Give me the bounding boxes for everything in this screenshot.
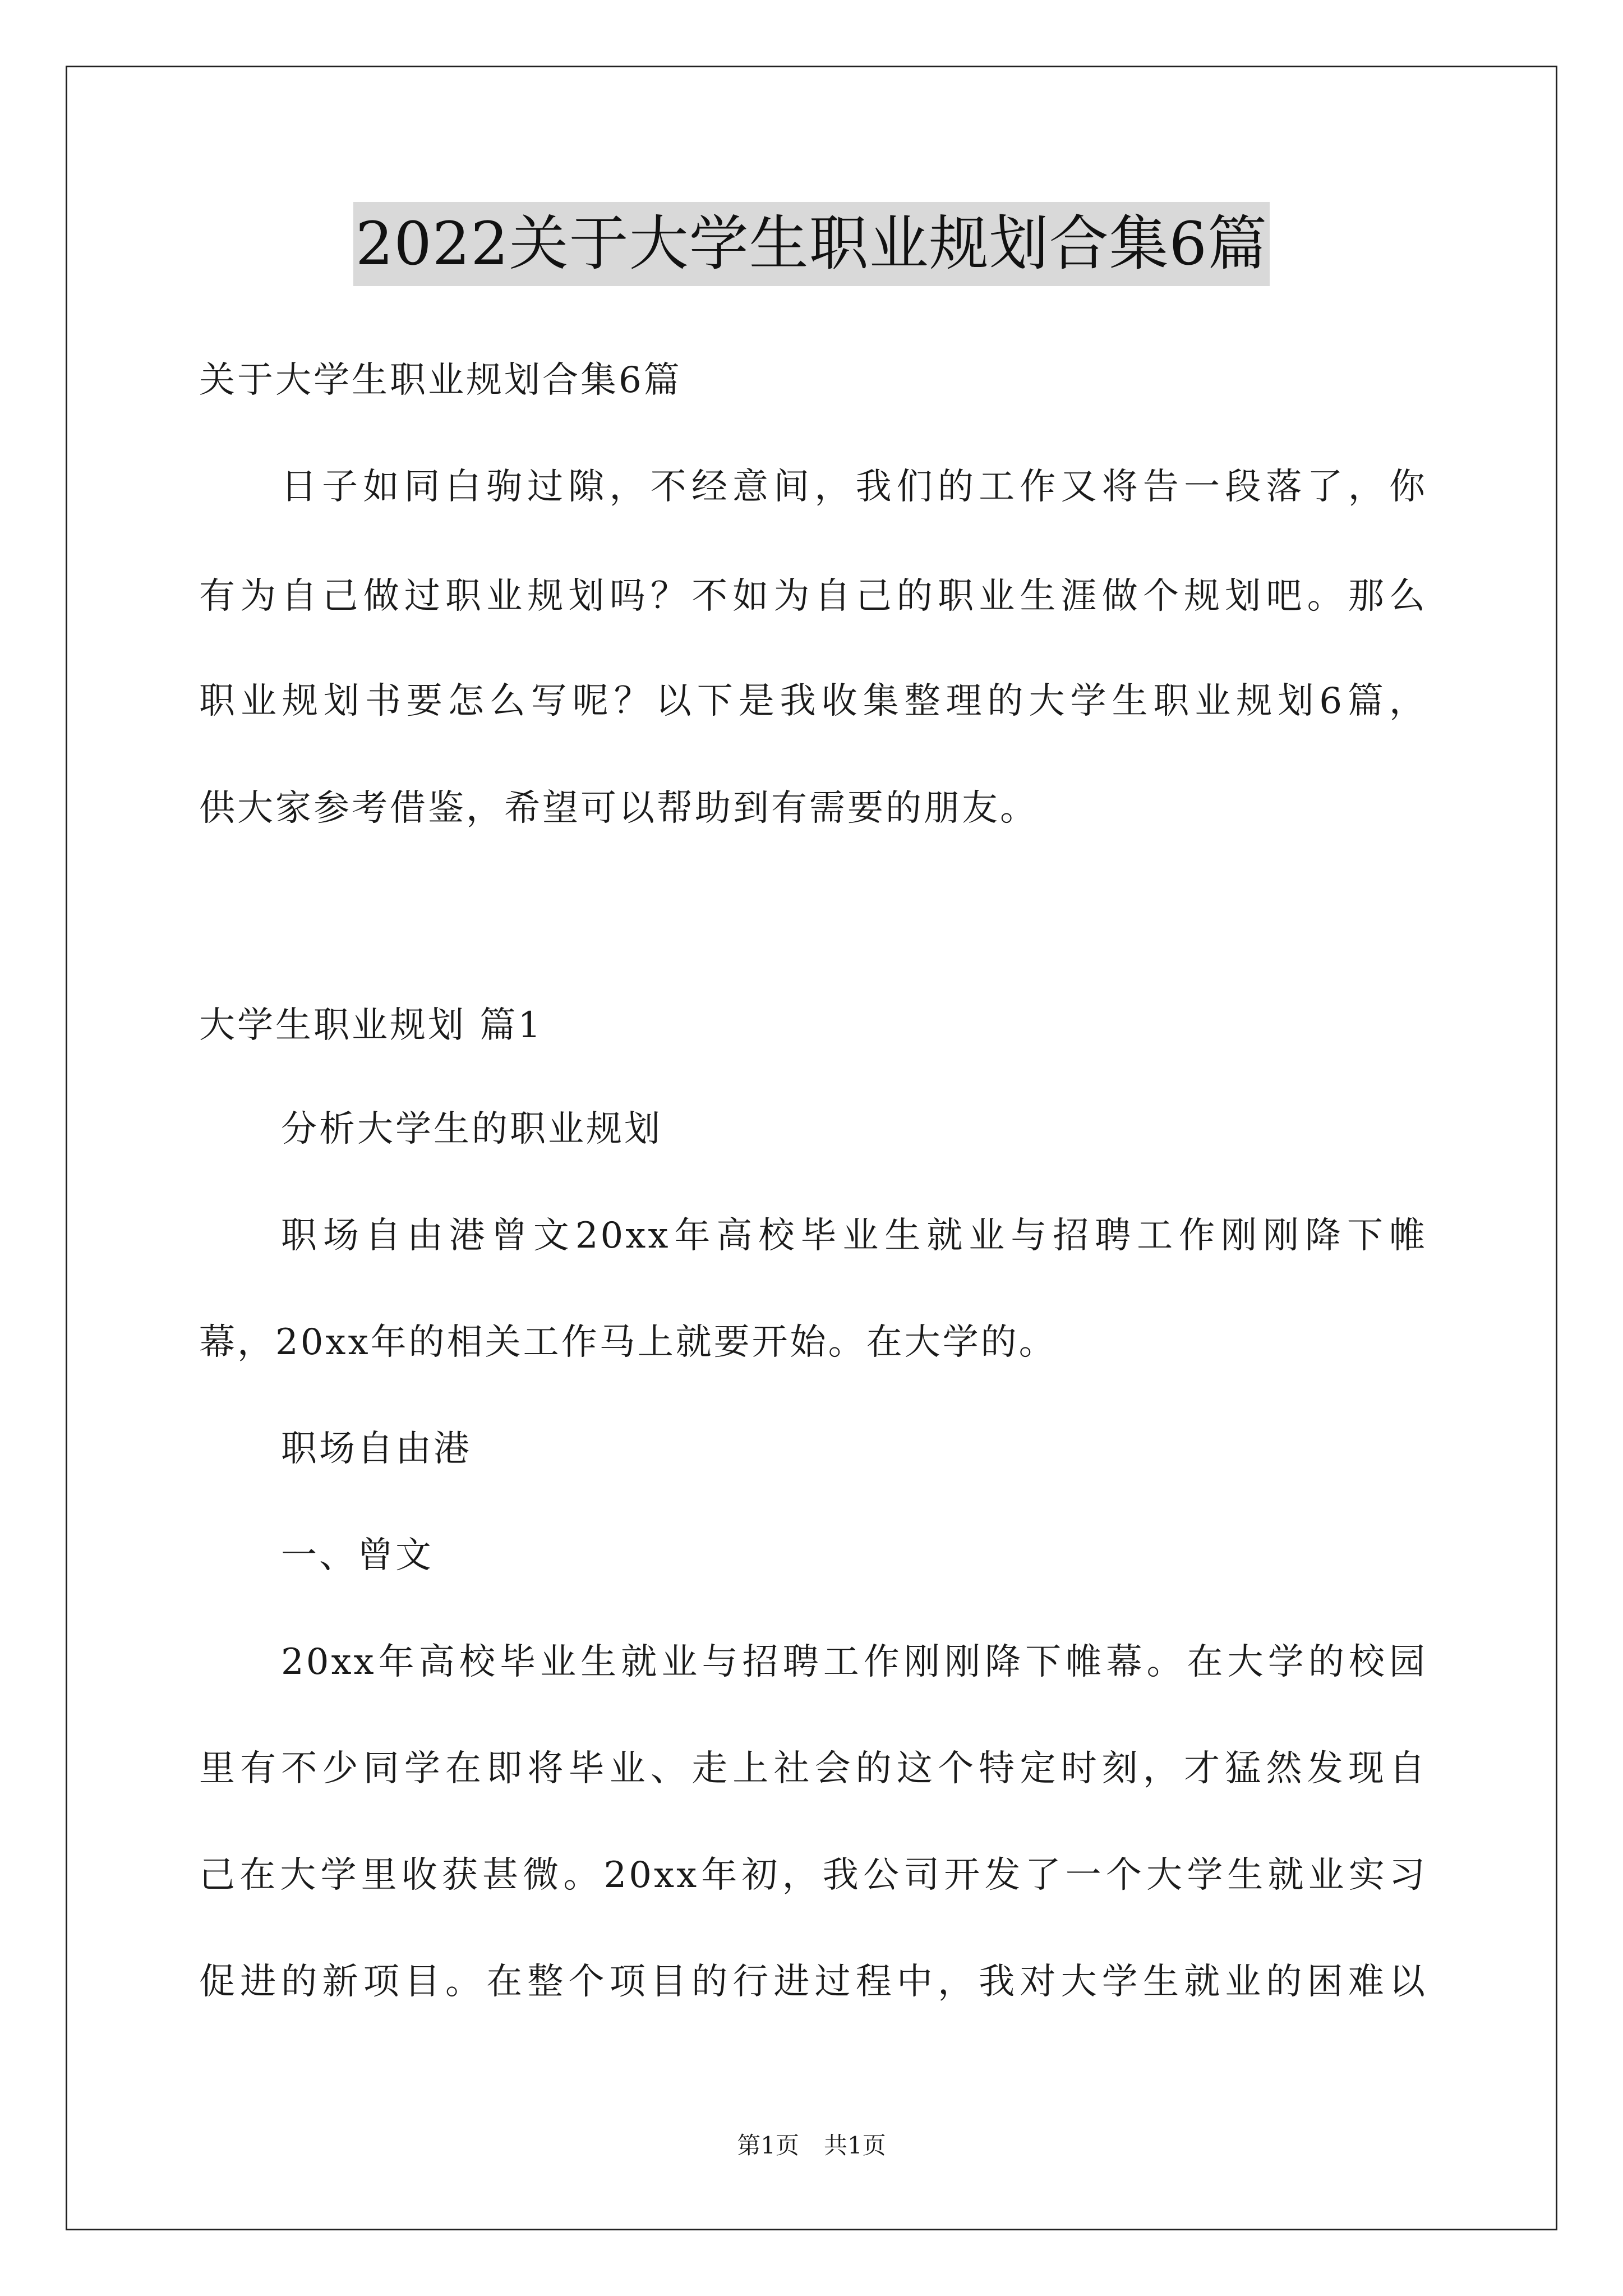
para1-line-1: 职场自由港曾文20xx年高校毕业生就业与招聘工作刚刚降下帷: [281, 1215, 1427, 1257]
intro-line-3: 职业规划书要怎么写呢？以下是我收集整理的大学生职业规划6篇，: [199, 680, 1427, 722]
source-line: 职场自由港: [281, 1428, 472, 1470]
page-number-current: 第1页: [737, 2132, 799, 2159]
section-subheading: 分析大学生的职业规划: [281, 1108, 662, 1150]
page-footer: [0, 2129, 1623, 2162]
para2-line-1: 20xx年高校毕业生就业与招聘工作刚刚降下帷幕。在大学的校园: [281, 1641, 1427, 1683]
para2-line-4: 促进的新项目。在整个项目的行进过程中，我对大学生就业的困难以: [199, 1961, 1427, 2003]
para2-line-2: 里有不少同学在即将毕业、走上社会的这个特定时刻，才猛然发现自: [199, 1748, 1427, 1789]
document-title: 2022关于大学生职业规划合集6篇: [353, 202, 1270, 286]
section-heading: 大学生职业规划 篇1: [199, 1005, 543, 1046]
intro-line-4: 供大家参考借鉴，希望可以帮助到有需要的朋友。: [199, 788, 1038, 829]
intro-line-1: 日子如同白驹过隙，不经意间，我们的工作又将告一段落了，你: [281, 466, 1427, 508]
document-subtitle: 关于大学生职业规划合集6篇: [199, 360, 682, 401]
title-container: [0, 202, 1623, 286]
page-number-total: 共1页: [824, 2132, 886, 2159]
para2-line-3: 己在大学里收获甚微。20xx年初，我公司开发了一个大学生就业实习: [199, 1855, 1427, 1896]
para1-line-2: 幕，20xx年的相关工作马上就要开始。在大学的。: [199, 1322, 1057, 1363]
intro-line-2: 有为自己做过职业规划吗？不如为自己的职业生涯做个规划吧。那么: [199, 576, 1427, 617]
author-line: 一、曾文: [281, 1535, 434, 1576]
